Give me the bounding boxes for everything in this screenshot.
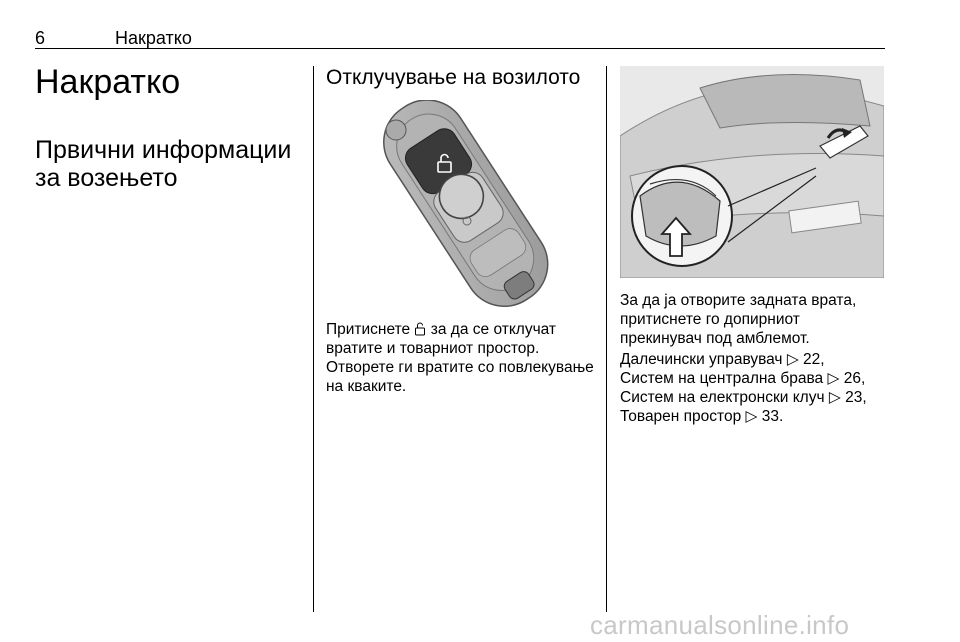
header-rule	[35, 48, 885, 49]
ref-central-locking[interactable]: , Систем на централна брава	[620, 351, 828, 387]
page-number: 6	[35, 28, 46, 48]
chapter-title: Накратко	[35, 63, 181, 101]
section-title: Првични информации за возењето	[35, 136, 292, 192]
cross-reference-paragraph	[620, 350, 882, 426]
ref-remote-control[interactable]: Далечински управувач	[620, 351, 787, 368]
tailgate-paragraph: За да ја отворите задната врата, притиснете го допирниот прекинувач под амблемот.	[620, 292, 857, 347]
page-ref-arrow-icon: ▷	[745, 408, 758, 425]
subsection-title: Отклучување на возилото	[326, 66, 581, 89]
column-divider	[606, 66, 607, 612]
page-ref-arrow-icon: ▷	[786, 351, 799, 368]
tailgate-illustration	[620, 66, 884, 278]
ref-load-compartment[interactable]: , Товарен простор	[620, 389, 867, 425]
page-ref-arrow-icon: ▷	[827, 370, 840, 387]
column-divider	[313, 66, 314, 612]
ref-page-number[interactable]: 23	[845, 389, 863, 406]
header-title: Накратко	[115, 28, 192, 48]
ref-page-number[interactable]: 33	[761, 408, 780, 425]
watermark: carmanualsonline.info	[590, 610, 850, 640]
ref-electronic-key[interactable]: , Систем на електронски клуч	[620, 370, 866, 406]
key-text-part2: за да се отклучат вратите и товарниот простор. Отворете ги вратите со повлекување на кваките.	[326, 321, 594, 395]
sentence-end: .	[779, 408, 784, 425]
unlock-icon	[414, 321, 426, 337]
key-fob-illustration	[326, 100, 596, 310]
ref-page-number[interactable]: 22	[803, 351, 821, 368]
ref-page-number[interactable]: 26	[843, 370, 861, 387]
key-text-part1: Притиснете	[326, 321, 415, 338]
page-ref-arrow-icon: ▷	[828, 389, 841, 406]
key-unlock-paragraph	[326, 320, 594, 396]
page-header	[35, 24, 885, 50]
